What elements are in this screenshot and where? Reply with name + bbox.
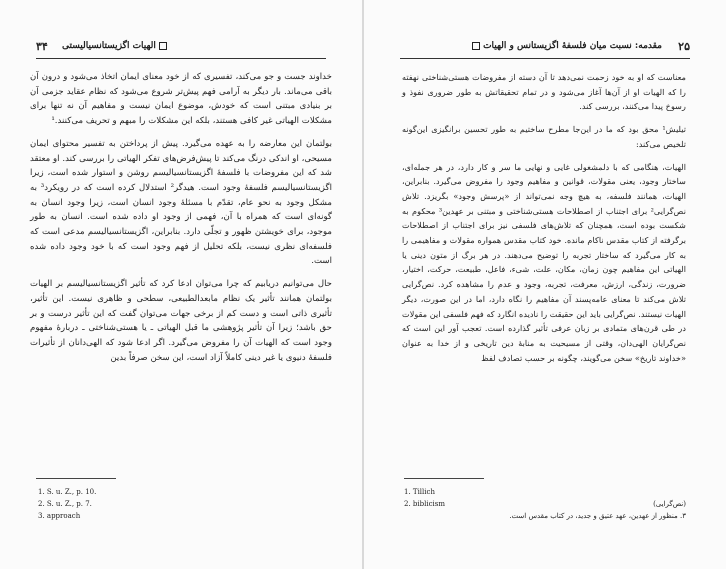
footnote-rule bbox=[404, 478, 484, 479]
footnotes bbox=[38, 486, 326, 522]
running-title: مقدمه: نسبت میان فلسفهٔ اگزیستانس و الهیات bbox=[469, 41, 662, 51]
header-rule bbox=[36, 58, 326, 59]
page-body bbox=[402, 70, 686, 365]
paragraph: حال می‌توانیم دریابیم که چرا می‌توان ادعا کرد که تأثیر اگزیستانسیالیسم بر الهیات بولتمان همانند تأثیر یک نظام مابعدالطبیعی، سطحی و ظاهری نیست. این تأثیر، تأثیری ذاتی است و دست کم از برخی جهات می‌توان گفت که این تأثیر درست و بر حق باشد؛ زیرا آن تأثیر پژوهشی ما قبل الهیاتی ـ یا هستی‌شناختی ـ دربارهٔ مفهوم وجود است که الهیات آن را مفروض می‌گیرد. اگر ادعا شود که الهی‌دانان از تأثیرات فلسفهٔ دنیوی یا غیر دینی کاملاً آزاد است، این سخن صرفاً بدین bbox=[30, 279, 332, 363]
footnote: 3. approach bbox=[38, 512, 81, 520]
page-number: ۳۴ bbox=[36, 40, 48, 53]
running-title: الهیات اگزیستانسیالیستی bbox=[62, 41, 170, 51]
paragraph: خداوند جست و جو می‌کند، تفسیری که از خود معنای ایمان اتخاذ می‌شود و درون آن باقی می‌ماند. بار دیگر به آرامی فهم پیش‌تر شروع می‌شود که نظام عقاید جزمی آن بر بنیادی مبتنی است که خودش، موضوع ایمان نیست و مفاهیم آن نه تنها برای مشکلات الهیاتی غیر کافی هستند، بلکه این مشکلات را مبهم و تحریف می‌کنند.¹ bbox=[30, 72, 332, 127]
footnote-row bbox=[404, 498, 686, 510]
footnote: 2. biblicism bbox=[404, 500, 445, 508]
footnote: ۳. منظور از عهدین، عهد عتیق و جدید، در کتاب مقدس است. bbox=[509, 512, 686, 520]
footnotes bbox=[404, 486, 686, 522]
footnote: 2. S. u. Z., p. 7. bbox=[38, 500, 92, 508]
page-number: ۲۵ bbox=[678, 40, 690, 53]
paragraph: تیلیش¹ محق بود که ما در این‌جا مطرح ساختیم به طور تحسین برانگیزی این‌گونه تلخیص می‌کند: bbox=[402, 124, 686, 149]
left-page bbox=[0, 0, 362, 569]
header-rule bbox=[400, 58, 690, 59]
square-bullet-icon bbox=[159, 42, 167, 50]
footnote: 1. S. u. Z., p. 10. bbox=[38, 488, 97, 496]
square-bullet-icon bbox=[472, 42, 480, 50]
footnote-gloss: (نص‌گرایی) bbox=[653, 500, 686, 508]
block-quote: الهیات، هنگامی که با دلمشغولی غایی و نهایی ما سر و کار دارد، در هر جمله‌ای، ساختار وجود، یعنی مقولات، قوانین و مفاهیم وجود را مفروض می‌گیرد. بنابراین، الهیات، همانند فلسفه، به هیچ وجه نمی‌تواند از «پرسش وجود» بگریزد. تلاش نص‌گرایی² برای اجتناب از اصطلاحات هستی‌شناختی و مبتنی بر عهدین³ محکوم به شکست بوده است، همچنان که تلاش‌های فلسفی نیز برای اجتناب از اصطلاحات برگرفته از کتاب مقدس ناکام مانده. خود کتاب مقدس همواره مقولات و مفاهیمی را به کار می‌گیرد که ساختار تجربه را توضیح می‌دهند. در هر برگ از متون دینی یا الهیاتی این مفاهیم چون زمان، مکان، علت، شیء، فاعل، طبیعت، حرکت، اختیار، ضرورت، زندگی، ارزش، معرفت، تجربه، وجود و عدم را مشاهده کرد. نص‌گرایی تلاش می‌کند تا معنای عامه‌پسند آن مفاهیم را نگاه دارد، اما در این صورت، دیگر الهیات نیستند. نص‌گرایی باید این حقیقت را نادیده انگارد که فهم فلسفی این مقولات در طی قرن‌های متمادی بر زبان عرفی تأثیر گذارده است. تعجب آور این است که نص‌گرایان الهی‌دان، وقتی از مسیحیت به منابهٔ دین تاریخی و از خدا به عنوان «خداوند تاریخ» سخن می‌گویند، چگونه بر حسب تصادف لفظ bbox=[402, 161, 686, 363]
page-header bbox=[36, 40, 326, 54]
page-header bbox=[400, 40, 690, 54]
footnote-rule bbox=[36, 478, 116, 479]
footnote: 1. Tillich bbox=[404, 488, 435, 496]
right-page bbox=[364, 0, 726, 569]
paragraph: معناست که او به خود زحمت نمی‌دهد تا آن دسته از مفروضات هستی‌شناختی نهفته را که الهیات او از آن‌ها آغاز می‌شود و در تمام تحقیقاتش به طور ضروری نفوذ و رسوخ پیدا می‌کنند، بررسی کند. bbox=[402, 72, 686, 112]
paragraph: بولتمان این معارضه را به عهده می‌گیرد. پیش از پرداختن به تفسیر محتوای ایمان مسیحی، او اندکی درنگ می‌کند تا پیش‌فرض‌های تفکر الهیاتی را بررسی کند. او معتقد شد که این مفروضات با فلسفهٔ اگزیستانسیالیسم روشن و استوار شده است، زیرا اگزیستانسیالیسم فلسفهٔ وجود است. هیدگر² استدلال کرده است که در رویکرد³ به مشکل وجود به نحو عام، تقدّم با مسئلهٔ وجود انسان است، زیرا وجود انسان به گونه‌ای است که همراه با آن، فهمی از وجود او داده شده است. انسان به طور موجود، برای خویشتن ظهور و تجلّی دارد. بنابراین، اگزیستانسیالیسم مدعی است که فلسفه‌ای نظری نیست، بلکه تحلیل از فهم وجود است که با خود وجود داده شده است. bbox=[30, 138, 332, 267]
page-body bbox=[30, 70, 332, 365]
